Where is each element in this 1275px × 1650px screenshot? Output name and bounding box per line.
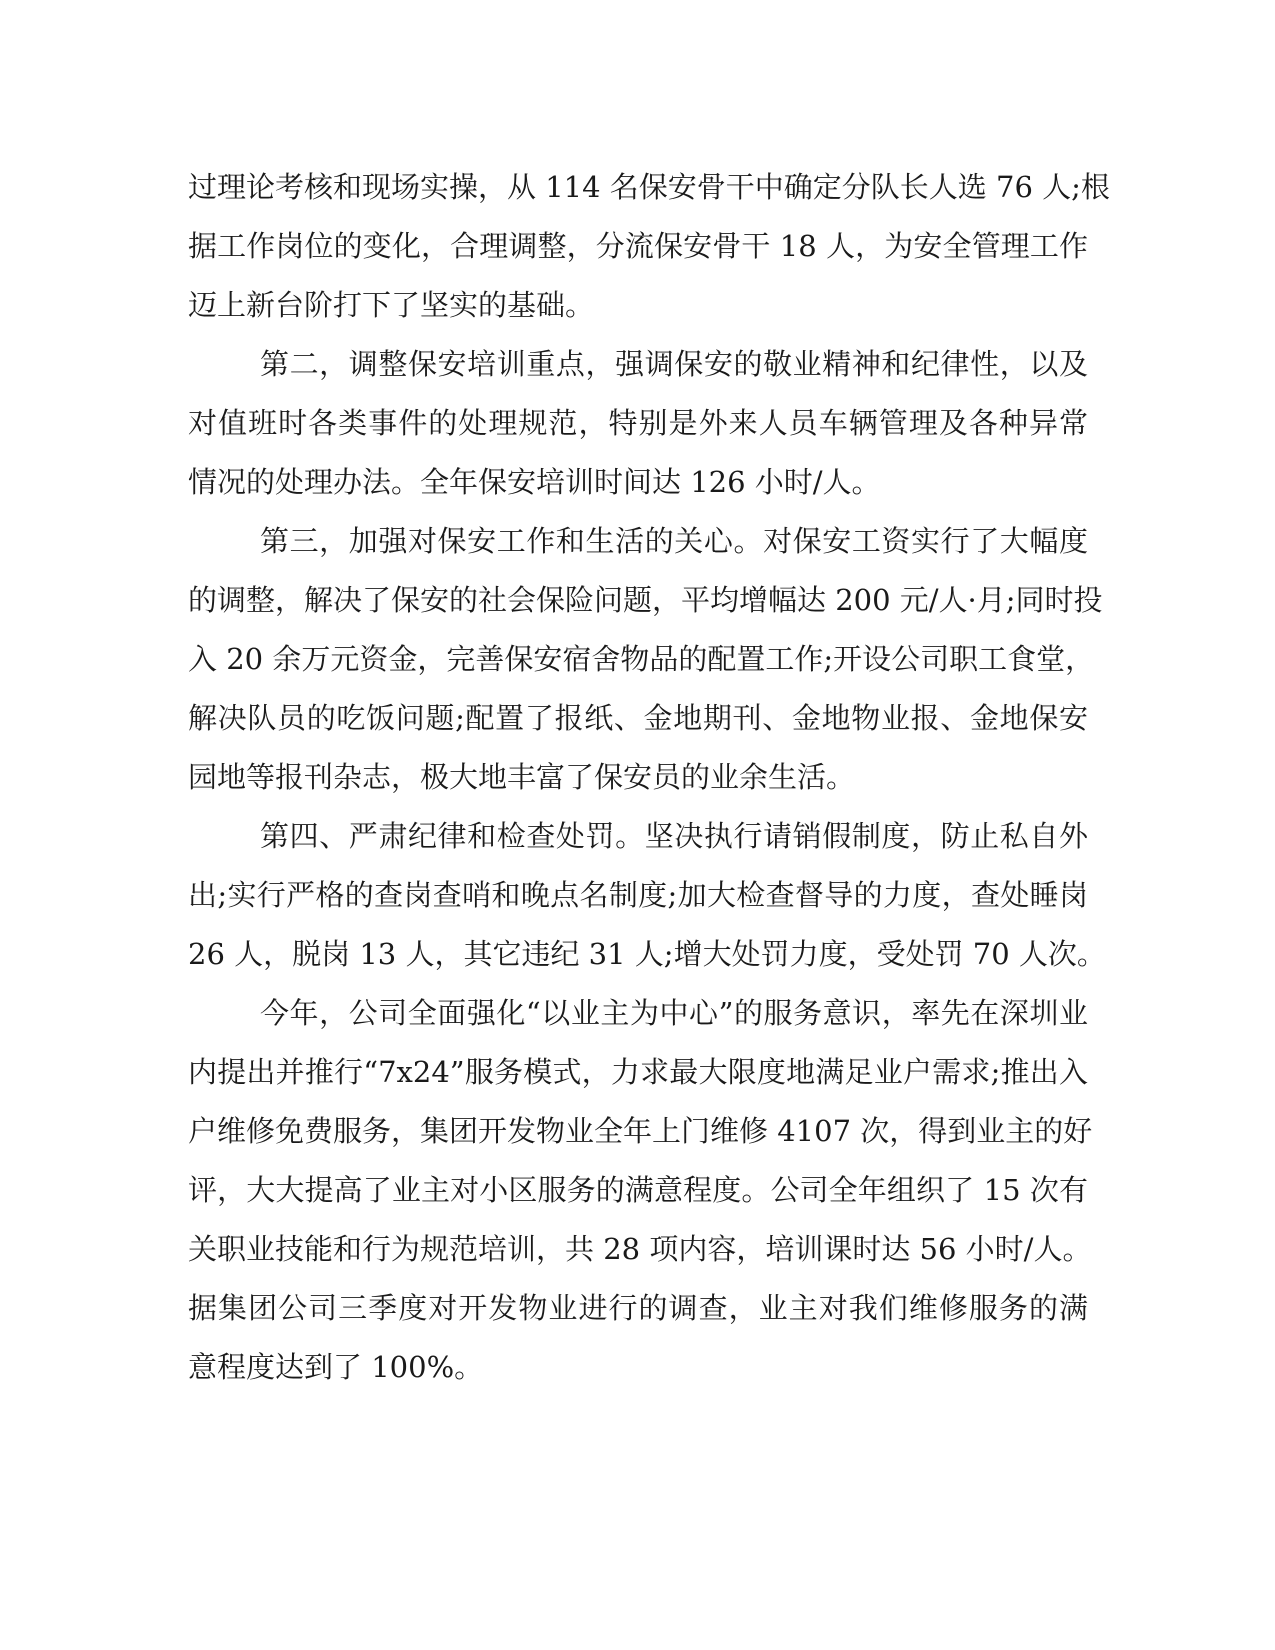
text-line: 园地等报刊杂志，极大地丰富了保安员的业余生活。 bbox=[188, 760, 856, 794]
paragraph-3 bbox=[188, 512, 1103, 807]
paragraph-4 bbox=[188, 807, 1106, 984]
paragraph-1 bbox=[188, 158, 1110, 335]
text-line: 入 20 余万元资金，完善保安宿舍物品的配置工作;开设公司职工食堂， bbox=[188, 642, 1095, 676]
body-text bbox=[188, 158, 1110, 1397]
text-line: 关职业技能和行为规范培训，共 28 项内容，培训课时达 56 小时/人。 bbox=[188, 1232, 1092, 1266]
text-line: 对值班时各类事件的处理规范，特别是外来人员车辆管理及各种异常 bbox=[188, 406, 1088, 440]
text-line: 第四、严肃纪律和检查处罚。坚决执行请销假制度，防止私自外 bbox=[260, 819, 1088, 853]
text-line: 迈上新台阶打下了坚实的基础。 bbox=[188, 288, 595, 322]
text-line: 据工作岗位的变化，合理调整，分流保安骨干 18 人，为安全管理工作 bbox=[188, 229, 1088, 263]
text-line: 出;实行严格的查岗查哨和晚点名制度;加大检查督导的力度，查处睡岗 bbox=[188, 878, 1088, 912]
text-line: 今年，公司全面强化“以业主为中心”的服务意识，率先在深圳业 bbox=[260, 996, 1088, 1030]
text-line: 情况的处理办法。全年保安培训时间达 126 小时/人。 bbox=[188, 465, 881, 499]
text-line: 过理论考核和现场实操，从 114 名保安骨干中确定分队长人选 76 人;根 bbox=[188, 170, 1110, 204]
text-line: 第三，加强对保安工作和生活的关心。对保安工资实行了大幅度 bbox=[260, 524, 1088, 558]
text-line: 户维修免费服务，集团开发物业全年上门维修 4107 次，得到业主的好 bbox=[188, 1114, 1093, 1148]
text-line: 26 人，脱岗 13 人，其它违纪 31 人;增大处罚力度，受处罚 70 人次。 bbox=[188, 937, 1106, 971]
text-line: 评，大大提高了业主对小区服务的满意程度。公司全年组织了 15 次有 bbox=[188, 1173, 1088, 1207]
paragraph-5 bbox=[188, 984, 1093, 1397]
text-line: 第二，调整保安培训重点，强调保安的敬业精神和纪律性，以及 bbox=[260, 347, 1088, 381]
text-line: 据集团公司三季度对开发物业进行的调查，业主对我们维修服务的满 bbox=[188, 1291, 1088, 1325]
paragraph-2 bbox=[188, 335, 1088, 512]
text-line: 内提出并推行“7x24”服务模式，力求最大限度地满足业户需求;推出入 bbox=[188, 1055, 1088, 1089]
text-line: 意程度达到了 100%。 bbox=[188, 1350, 484, 1384]
text-line: 的调整，解决了保安的社会保险问题，平均增幅达 200 元/人·月;同时投 bbox=[188, 583, 1103, 617]
text-line: 解决队员的吃饭问题;配置了报纸、金地期刊、金地物业报、金地保安 bbox=[188, 701, 1088, 735]
